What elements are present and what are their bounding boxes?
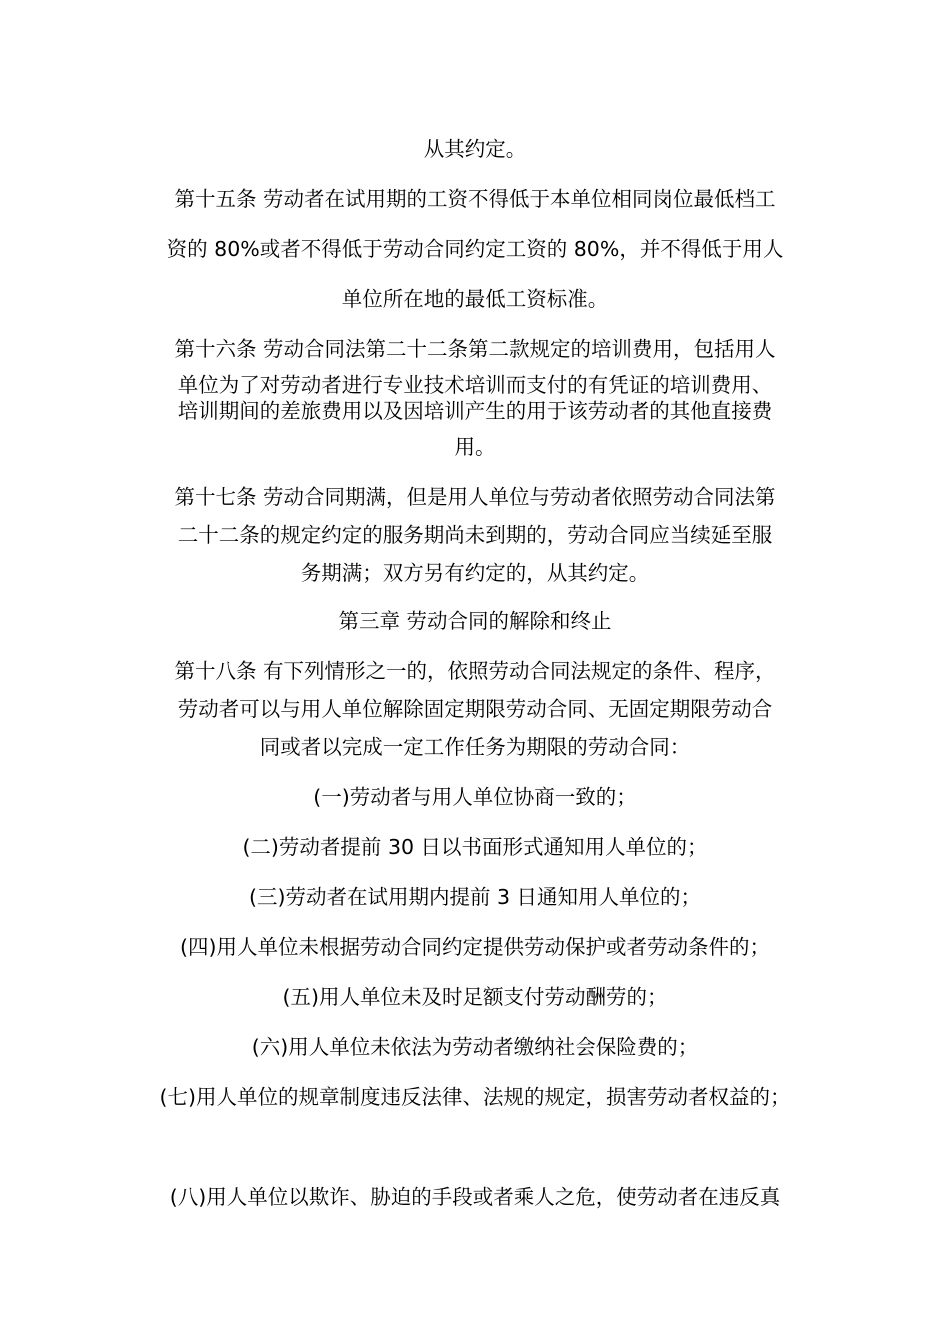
article-18-line: 第十八条 有下列情形之一的，依照劳动合同法规定的条件、程序，: [174, 659, 776, 683]
text-line: 从其约定。: [423, 137, 527, 161]
article-16-line: 培训期间的差旅费用以及因培训产生的用于该劳动者的其他直接费: [177, 399, 773, 423]
list-item: (一)劳动者与用人单位协商一致的；: [313, 785, 637, 809]
article-16-line: 第十六条 劳动合同法第二十二条第二款规定的培训费用，包括用人: [174, 337, 776, 361]
list-item: (四)用人单位未根据劳动合同约定提供劳动保护或者劳动条件的；: [180, 935, 770, 959]
article-16-line: 单位为了对劳动者进行专业技术培训而支付的有凭证的培训费用、: [177, 373, 773, 397]
chapter-heading: 第三章 劳动合同的解除和终止: [338, 609, 612, 633]
article-17-line: 第十七条 劳动合同期满，但是用人单位与劳动者依照劳动合同法第: [174, 485, 776, 509]
article-16-line: 用。: [454, 435, 496, 459]
article-17-line: 二十二条的规定约定的服务期尚未到期的，劳动合同应当续延至服: [177, 523, 773, 547]
list-item: (二)劳动者提前 30 日以书面形式通知用人单位的；: [242, 835, 708, 859]
article-15-line: 资的 80%或者不得低于劳动合同约定工资的 80%，并不得低于用人: [166, 237, 784, 261]
article-15-line: 第十五条 劳动者在试用期的工资不得低于本单位相同岗位最低档工: [174, 187, 776, 211]
list-item: (三)劳动者在试用期内提前 3 日通知用人单位的；: [248, 885, 702, 909]
article-17-line: 务期满；双方另有约定的，从其约定。: [300, 561, 650, 585]
list-item: (五)用人单位未及时足额支付劳动酬劳的；: [282, 985, 668, 1009]
article-18-line: 同或者以完成一定工作任务为期限的劳动合同：: [259, 735, 691, 759]
article-15-line: 单位所在地的最低工资标准。: [341, 287, 609, 311]
list-item: (八)用人单位以欺诈、胁迫的手段或者乘人之危，使劳动者在违反真: [169, 1185, 781, 1209]
article-18-line: 劳动者可以与用人单位解除固定期限劳动合同、无固定期限劳动合: [177, 697, 773, 721]
list-item: (七)用人单位的规章制度违反法律、法规的规定，损害劳动者权益的；: [159, 1085, 791, 1109]
list-item: (六)用人单位未依法为劳动者缴纳社会保险费的；: [251, 1035, 699, 1059]
